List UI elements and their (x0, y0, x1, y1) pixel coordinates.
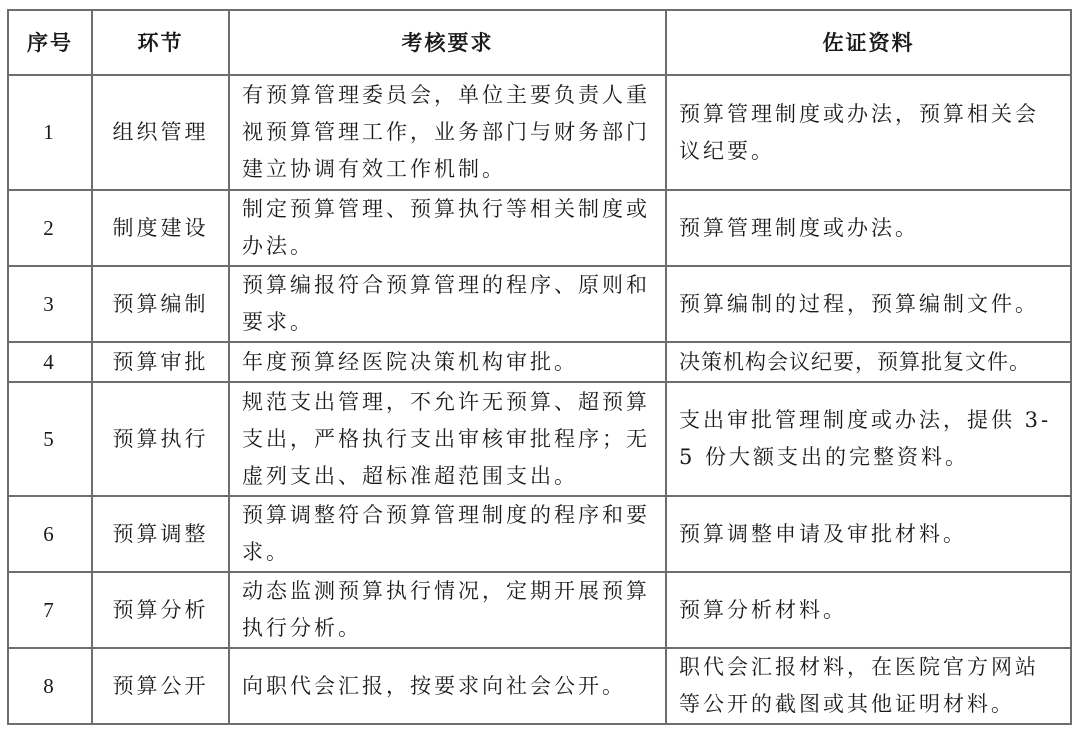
row-number: 2 (8, 190, 92, 266)
row-requirement: 年度预算经医院决策机构审批。 (229, 342, 666, 382)
row-requirement: 制定预算管理、预算执行等相关制度或办法。 (229, 190, 666, 266)
row-stage: 制度建设 (92, 190, 229, 266)
row-requirement: 有预算管理委员会，单位主要负责人重视预算管理工作，业务部门与财务部门建立协调有效工作机制。 (229, 75, 666, 190)
row-evidence: 职代会汇报材料，在医院官方网站等公开的截图或其他证明材料。 (666, 648, 1071, 724)
header-evidence: 佐证资料 (666, 10, 1071, 75)
row-evidence: 支出审批管理制度或办法，提供 3-5 份大额支出的完整资料。 (666, 382, 1071, 496)
table-row (8, 190, 1071, 266)
row-stage: 预算公开 (92, 648, 229, 724)
table-row (8, 266, 1071, 342)
header-no: 序号 (8, 10, 92, 75)
table-row (8, 342, 1071, 382)
row-number: 1 (8, 75, 92, 190)
row-stage: 预算执行 (92, 382, 229, 496)
table-row (8, 382, 1071, 496)
row-requirement: 规范支出管理，不允许无预算、超预算支出，严格执行支出审核审批程序；无虚列支出、超标准超范围支出。 (229, 382, 666, 496)
row-evidence: 预算管理制度或办法，预算相关会议纪要。 (666, 75, 1071, 190)
row-requirement: 动态监测预算执行情况，定期开展预算执行分析。 (229, 572, 666, 648)
row-stage: 预算审批 (92, 342, 229, 382)
row-number: 6 (8, 496, 92, 572)
table-row (8, 648, 1071, 724)
row-evidence: 预算管理制度或办法。 (666, 190, 1071, 266)
header-row (8, 10, 1071, 75)
row-number: 3 (8, 266, 92, 342)
row-evidence: 决策机构会议纪要，预算批复文件。 (666, 342, 1071, 382)
row-requirement: 预算编报符合预算管理的程序、原则和要求。 (229, 266, 666, 342)
table-row (8, 75, 1071, 190)
row-requirement: 预算调整符合预算管理制度的程序和要求。 (229, 496, 666, 572)
row-requirement: 向职代会汇报，按要求向社会公开。 (229, 648, 666, 724)
row-number: 5 (8, 382, 92, 496)
row-evidence: 预算编制的过程，预算编制文件。 (666, 266, 1071, 342)
row-evidence: 预算分析材料。 (666, 572, 1071, 648)
header-requirement: 考核要求 (229, 10, 666, 75)
table-row (8, 496, 1071, 572)
row-number: 4 (8, 342, 92, 382)
header-stage: 环节 (92, 10, 229, 75)
row-stage: 预算调整 (92, 496, 229, 572)
row-number: 7 (8, 572, 92, 648)
row-stage: 组织管理 (92, 75, 229, 190)
row-evidence: 预算调整申请及审批材料。 (666, 496, 1071, 572)
budget-assessment-table (7, 9, 1072, 725)
row-number: 8 (8, 648, 92, 724)
table-row (8, 572, 1071, 648)
row-stage: 预算编制 (92, 266, 229, 342)
row-stage: 预算分析 (92, 572, 229, 648)
